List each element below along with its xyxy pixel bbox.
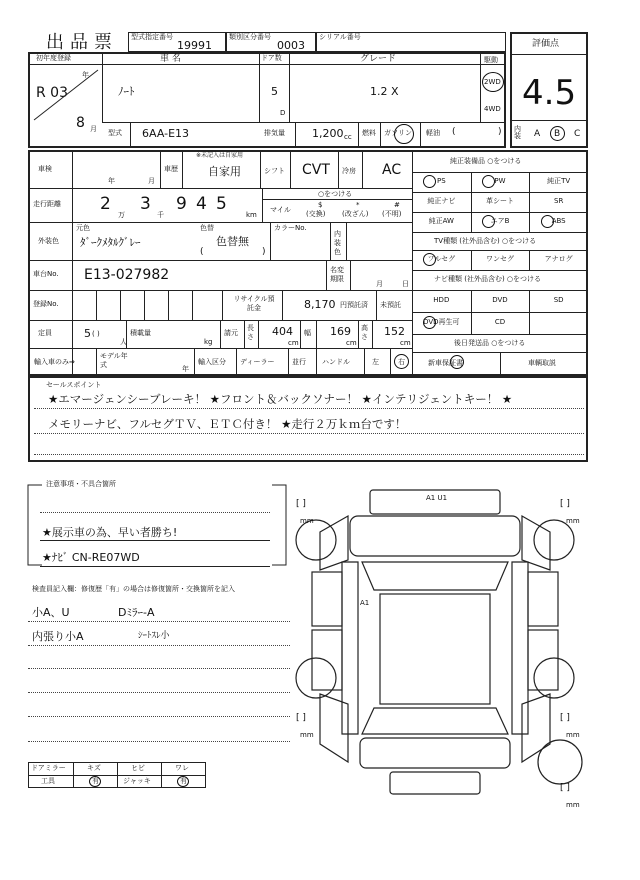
- color-label: 外装色: [38, 237, 59, 245]
- tools-table: [28, 762, 206, 788]
- length-label: 長さ: [247, 324, 254, 341]
- color-no-label: カラーNo.: [274, 224, 307, 232]
- sales-point-box: [28, 376, 588, 462]
- interior-c: C: [574, 129, 581, 139]
- serial-number-label: シリアル番号: [319, 33, 361, 41]
- reg-label: 登録No.: [33, 300, 59, 308]
- displacement-unit: cc: [344, 133, 352, 141]
- recycle-label: リサイクル預託金: [233, 295, 275, 312]
- import-parallel: 並行: [292, 358, 306, 366]
- navi-item: SD: [553, 296, 564, 304]
- class-number-value: 0003: [277, 39, 305, 52]
- name-change-month: 月: [376, 280, 383, 288]
- capacity-paren: ( ): [92, 330, 100, 338]
- tools-break: ワレ: [175, 764, 189, 772]
- shift-value: CVT: [302, 162, 330, 178]
- interior-b-circle: [550, 126, 565, 141]
- tire-spare-unit: mm: [566, 801, 580, 809]
- equipment-title: 純正装備品 ○をつける: [450, 157, 522, 165]
- load-label: 積載量: [130, 329, 151, 337]
- model-year-unit: 年: [182, 365, 189, 373]
- equipment-item: エアB: [490, 217, 510, 225]
- light-oil-bracket-close: ): [498, 127, 502, 137]
- grade-value: 1.2 X: [370, 85, 399, 98]
- tools-jack: ジャッキ: [123, 777, 151, 785]
- tire-rr-unit: mm: [566, 731, 580, 739]
- handle-label: ハンドル: [322, 358, 350, 366]
- width-value: 169: [330, 325, 351, 338]
- ac-value: AC: [382, 162, 402, 178]
- capacity-label: 定員: [38, 329, 52, 337]
- navi-item: DVD再生可: [423, 318, 460, 326]
- tire-rl-unit: mm: [300, 731, 314, 739]
- notes-label: 注意事項・不具合箇所: [46, 480, 116, 488]
- month-unit: 月: [90, 125, 97, 133]
- mileage-digit-3: 9: [176, 194, 187, 214]
- score-box: [510, 32, 588, 148]
- chassis-value: E13-027982: [84, 267, 170, 283]
- inspector-row2-a: 内張り小A: [32, 630, 84, 643]
- class-number-box: [226, 32, 316, 52]
- color-paren-close: ): [262, 247, 266, 257]
- length-unit: cm: [288, 339, 299, 347]
- length-value: 404: [272, 325, 293, 338]
- score-label: 評価点: [532, 39, 560, 49]
- tire-rl-bracket: [ ]: [296, 713, 306, 723]
- mileage-exchange-sym: $: [318, 201, 323, 209]
- handle-right: 右: [398, 358, 405, 366]
- tools-scratch: キズ: [87, 764, 101, 772]
- name-change-day: 日: [402, 280, 409, 288]
- tv-item: アナログ: [544, 255, 573, 263]
- inspector-label: 検査員記入欄：修復歴「有」の場合は修復箇所・交換箇所を記入: [32, 585, 235, 593]
- fuel-gasoline-circle: [394, 124, 414, 144]
- model-value: 6AA-E13: [142, 127, 190, 140]
- drive-label: 駆動: [484, 56, 498, 64]
- tools-tool-circle: [89, 776, 101, 787]
- tools-tool: 工具: [41, 777, 55, 785]
- navi-item: CD: [494, 318, 506, 326]
- equipment-item: 革シート: [485, 197, 514, 205]
- later-title: 後日発送品 ○をつける: [454, 339, 526, 347]
- equipment-circle: [482, 215, 495, 228]
- model-label: 型式: [108, 129, 122, 137]
- shift-label: シフト: [264, 167, 285, 175]
- recycle-unit: 円預託済: [340, 301, 368, 309]
- inspector-row1-a: 小A、U: [32, 606, 70, 619]
- history-value: 自家用: [208, 165, 241, 178]
- later-warranty-circle: [450, 355, 464, 369]
- drive-2wd: 2WD: [484, 78, 501, 86]
- type-number-value: 19991: [177, 39, 212, 52]
- drive-4wd: 4WD: [484, 105, 501, 113]
- equipment-circle: [482, 175, 495, 188]
- equipment-item: 純正AW: [428, 217, 454, 225]
- document-title: 出品票: [46, 32, 118, 53]
- equipment-item: 純正ナビ: [427, 197, 456, 205]
- navi-item: DVD: [492, 296, 508, 304]
- mileage-digit-5: 5: [216, 194, 227, 214]
- doors-label: ドア数: [261, 54, 282, 62]
- car-name-value: ﾉｰﾄ: [118, 85, 135, 98]
- tire-fr-bracket: [ ]: [560, 499, 570, 509]
- mileage-mile: マイル: [270, 206, 291, 214]
- capacity-unit: 人: [120, 338, 127, 346]
- later-manual: 車輌取説: [528, 359, 556, 367]
- import-dealer: ディーラー: [240, 358, 275, 366]
- mileage-digit-1: 2: [100, 194, 111, 214]
- equipment-item: 純正TV: [547, 177, 571, 185]
- fuel-value: ガソリン: [384, 129, 412, 137]
- capacity-value: 5: [84, 327, 91, 340]
- notes-line-2: ★ﾅﾋﾞ CN-RE07WD: [42, 551, 140, 564]
- sales-label: セールスポイント: [46, 381, 102, 389]
- name-change-label: 名変期限: [330, 266, 344, 283]
- recycle-unpaid: 未預託: [380, 301, 401, 309]
- mileage-mark-label: ○をつける: [318, 190, 353, 198]
- car-name-label: 車 名: [160, 54, 181, 64]
- sales-line-2: メモリーナビ、フルセグＴＶ、ＥＴＣ付き！ ★走行２万ｋｍ台です！: [48, 417, 407, 431]
- first-reg-label: 初年度登録: [36, 54, 71, 62]
- mileage-unit-man: 万: [118, 211, 125, 219]
- tools-jack-circle: [177, 776, 189, 787]
- height-value: 152: [384, 325, 405, 338]
- ac-label: 冷房: [342, 167, 356, 175]
- tire-fr-unit: mm: [566, 517, 580, 525]
- height-unit: cm: [400, 339, 411, 347]
- width-unit: cm: [346, 339, 357, 347]
- color-change-value: 色替無: [216, 235, 249, 248]
- grade-label: グレード: [360, 54, 397, 64]
- mileage-tamper-sym: *: [356, 201, 360, 209]
- mileage-unknown: (不明): [382, 210, 402, 218]
- notes-line-1: ★展示車の為、早い者勝ち!: [42, 526, 178, 539]
- shaken-year: 年: [108, 177, 115, 185]
- first-reg-year: R 03: [36, 85, 68, 101]
- doors-sub: D: [280, 109, 286, 117]
- interior-b: B: [554, 129, 561, 139]
- model-year-label: モデル年式: [100, 352, 128, 369]
- history-label: 車歴: [164, 165, 178, 173]
- equipment-circle: [541, 215, 554, 228]
- interior-label: 内装: [514, 125, 521, 140]
- mileage-unit-km: km: [246, 211, 257, 219]
- orig-color-value: ﾀﾞｰｸﾒﾀﾙｸﾞﾚｰ: [80, 236, 141, 249]
- color-change-label: 色替: [200, 224, 214, 232]
- navi-item: HDD: [433, 296, 450, 304]
- height-label: 高さ: [361, 324, 368, 341]
- interior-color-label: 内装色: [334, 230, 341, 256]
- mileage-unit-sen: 千: [157, 211, 164, 219]
- mileage-exchange: (交換): [306, 210, 326, 218]
- serial-number-box: [316, 32, 506, 52]
- drive-2wd-circle: [482, 72, 504, 92]
- mileage-digit-2: 3: [140, 194, 151, 214]
- tire-fl-unit: mm: [300, 517, 314, 525]
- tools-crack: ヒビ: [131, 764, 145, 772]
- interior-a: A: [534, 129, 541, 139]
- equipment-item: PW: [494, 177, 506, 185]
- inspector-row1-b: Dﾐﾗｰ-A: [118, 606, 155, 619]
- later-warranty: 新車保証書: [428, 359, 463, 367]
- fuel-label: 燃料: [362, 129, 376, 137]
- mileage-unknown-sym: #: [394, 201, 400, 209]
- doors-value: 5: [271, 85, 278, 98]
- import-only: 輸入車のみ⇒: [34, 358, 75, 366]
- mileage-tamper: (改ざん): [342, 210, 369, 218]
- type-number-label: 型式指定番号: [131, 33, 173, 41]
- mileage-digit-4: 4: [196, 194, 207, 214]
- year-unit: 年: [82, 71, 89, 79]
- diagonal-slash: [30, 66, 102, 122]
- equipment-item: SR: [554, 197, 564, 205]
- navi-title: ナビ種類 (社外品含む) ○をつける: [434, 275, 542, 283]
- equipment-item: ABS: [551, 217, 566, 225]
- light-oil-label: 軽油: [426, 129, 440, 137]
- tv-item: ワンセグ: [485, 255, 514, 263]
- tire-spare-bracket: [ ]: [560, 783, 570, 793]
- handle-left: 左: [372, 358, 379, 366]
- recycle-value: 8,170: [304, 298, 336, 311]
- shaken-label: 車検: [38, 165, 52, 173]
- price-label: 請元: [224, 329, 238, 337]
- mileage-label: 走行距離: [33, 200, 61, 208]
- tv-title: TV種類 (社外品含む) ○をつける: [434, 237, 537, 245]
- tools-tool-have: 有: [92, 777, 99, 785]
- displacement-label: 排気量: [264, 129, 285, 137]
- orig-color-label: 元色: [76, 224, 90, 232]
- light-oil-bracket: (: [452, 127, 456, 137]
- shaken-month: 月: [148, 177, 155, 185]
- diagram-side-mark: A1: [360, 599, 370, 607]
- chassis-label: 車台No.: [33, 270, 59, 278]
- first-reg-month: 8: [76, 115, 85, 131]
- handle-right-circle: [394, 354, 409, 369]
- history-note: ※未記入は自家用: [196, 152, 244, 159]
- car-damage-diagram: [290, 472, 620, 832]
- inspector-row2-b: ｼｰﾄｽﾚ小: [138, 631, 170, 641]
- diagram-front-mark: A1 U1: [426, 494, 448, 502]
- tv-item: フルセグ: [427, 255, 456, 263]
- displacement-value: 1,200: [312, 127, 344, 140]
- score-value: 4.5: [522, 73, 577, 113]
- color-paren-open: (: [200, 247, 204, 257]
- type-number-box: [128, 32, 226, 52]
- tools-door-mirror: ドアミラー: [31, 764, 66, 772]
- load-unit: kg: [204, 338, 213, 346]
- tire-rr-bracket: [ ]: [560, 713, 570, 723]
- import-class: 輸入区分: [198, 358, 226, 366]
- tire-fl-bracket: [ ]: [296, 499, 306, 509]
- width-label: 幅: [304, 329, 311, 337]
- tools-jack-have: 有: [180, 777, 187, 785]
- sales-line-1: ★エマージェンシーブレーキ！ ★フロント＆バックソナー！ ★インテリジェントキー！ ★: [48, 392, 513, 406]
- class-number-label: 類別区分番号: [229, 33, 271, 41]
- equipment-item: PS: [436, 177, 446, 185]
